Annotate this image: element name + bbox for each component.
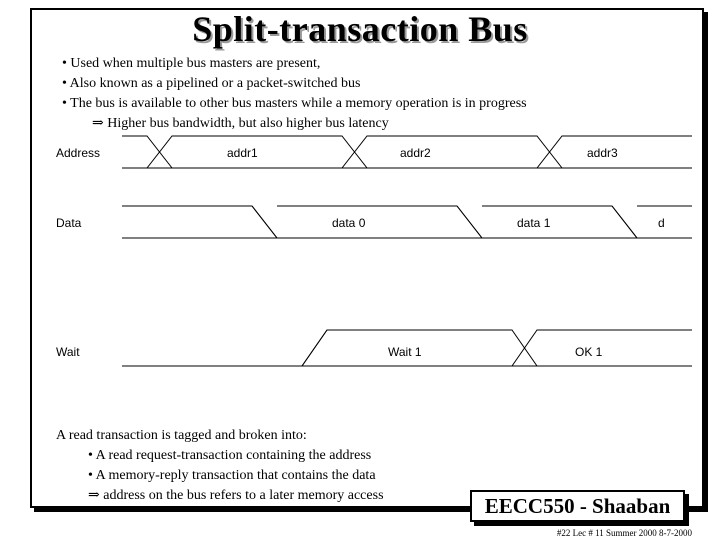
data-label: data 1 (517, 216, 551, 230)
address-label: addr1 (227, 146, 258, 160)
bullet-list (62, 54, 527, 134)
implication-line: ⇒ Higher bus bandwidth, but also higher bus latency (92, 116, 389, 131)
caption-block (56, 426, 384, 506)
signal-label-address: Address (56, 146, 101, 160)
data-label: data 0 (332, 216, 366, 230)
caption-item: • A memory-reply transaction that contains the data (88, 468, 376, 483)
bullet-item: • Used when multiple bus masters are present, (62, 56, 321, 71)
wait-label: OK 1 (575, 345, 603, 359)
address-label: addr3 (587, 146, 618, 160)
caption-item: ⇒ address on the bus refers to a later memory access (88, 488, 384, 503)
bullet-item: • Also known as a pipelined or a packet-switched bus (62, 76, 361, 91)
slide-title: Split-transaction Bus (192, 9, 528, 49)
caption-intro: A read transaction is tagged and broken into: (56, 428, 307, 443)
wait-label: Wait 1 (388, 345, 422, 359)
data-label: d (658, 216, 665, 230)
signal-label-data: Data (56, 216, 82, 230)
address-label: addr2 (400, 146, 431, 160)
caption-item: • A read request-transaction containing the address (88, 448, 372, 463)
course-badge: EECC550 - Shaaban (470, 490, 685, 522)
data-waveform (122, 206, 692, 238)
signal-label-wait: Wait (56, 345, 80, 359)
slide-footer: #22 Lec # 11 Summer 2000 8-7-2000 (556, 528, 692, 538)
bullet-item: • The bus is available to other bus masters while a memory operation is in progress (62, 96, 527, 111)
timing-diagram (52, 130, 692, 420)
